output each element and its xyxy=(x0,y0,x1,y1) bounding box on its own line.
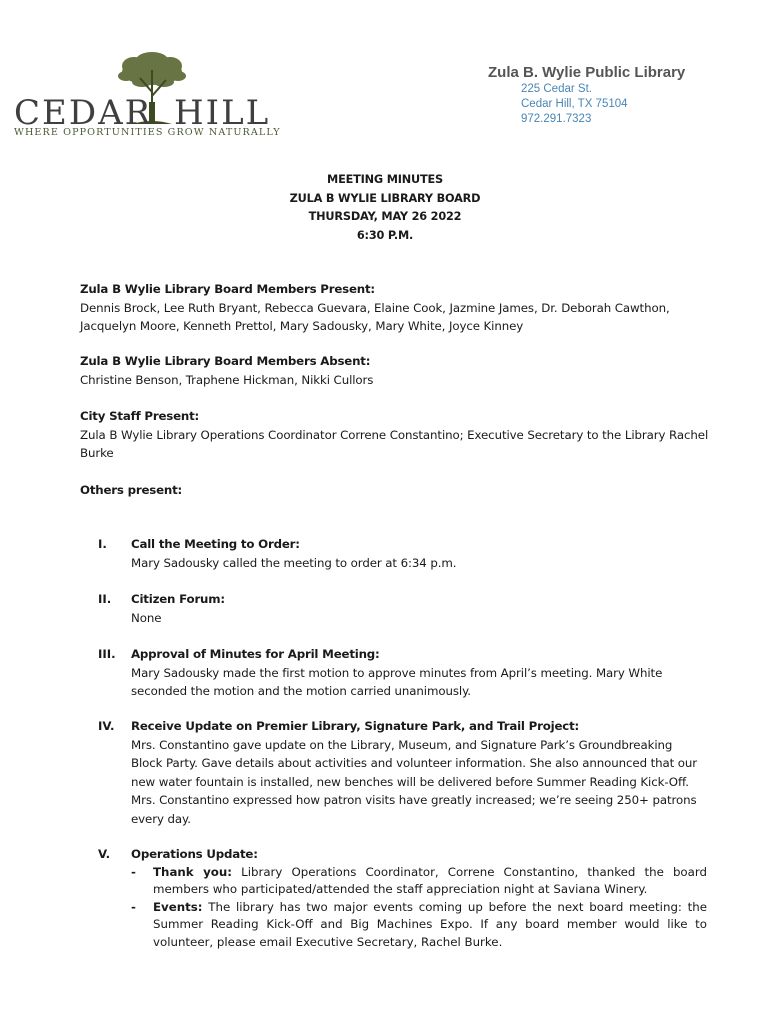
members-present-text: Dennis Brock, Lee Ruth Bryant, Rebecca Guevara, Elaine Cook, Jazmine James, Dr. Deborah Cawthon, Jacquelyn Moore, Kenneth Prettol, Mary Sadousky, Mary White, Joyce Kinney xyxy=(80,300,670,333)
logo-word-hill: HILL xyxy=(174,93,271,133)
agenda-item-number: II. xyxy=(98,592,112,606)
agenda-item-number: I. xyxy=(98,537,107,551)
members-absent-heading: Zula B Wylie Library Board Members Absent: xyxy=(80,354,371,368)
agenda-item-number: IV. xyxy=(98,719,115,733)
agenda-item-heading: Receive Update on Premier Library, Signature Park, and Trail Project: xyxy=(131,719,580,733)
agenda-item-number: V. xyxy=(98,847,111,861)
document-title xyxy=(0,171,770,245)
bullet-dash: - xyxy=(131,864,136,879)
agenda-item-heading: Citizen Forum: xyxy=(131,592,225,606)
agenda-item-text: Mrs. Constantino gave update on the Library, Museum, and Signature Park’s Groundbreaking Block Party. Gave details about activities and volunteer information. She also announced that our new water fountain is installed, new benches will be delivered before Summer Reading Kick-Off. Mrs. Constantino expressed how patron visits have greatly increased; we’re seeing 250+ patrons every day. xyxy=(131,737,698,826)
library-address: 225 Cedar St. xyxy=(521,83,592,95)
others-present-heading: Others present: xyxy=(80,483,183,497)
agenda-item-heading: Call the Meeting to Order: xyxy=(131,537,300,551)
staff-present-text: Zula B Wylie Library Operations Coordinator Correne Constantino; Executive Secretary to the Library Rachel Burke xyxy=(80,427,709,460)
logo-word-cedar: CEDAR xyxy=(14,93,153,133)
agenda-item-text: Mary Sadousky called the meeting to order at 6:34 p.m. xyxy=(131,555,457,570)
agenda-item-heading: Operations Update: xyxy=(131,847,258,861)
logo-tagline: WHERE OPPORTUNITIES GROW NATURALLY xyxy=(14,127,281,138)
cedar-hill-logo xyxy=(12,52,281,142)
bullet-text: The library has two major events coming up before the next board meeting: the Summer Reading Kick-Off and Big Machines Expo. If any board member would like to volunteer, please email Executive Secretary, Rachel Burke. xyxy=(153,899,707,949)
title-line-4: 6:30 P.M. xyxy=(356,228,414,242)
list-item xyxy=(131,899,707,952)
title-line-2: ZULA B WYLIE LIBRARY BOARD xyxy=(289,191,481,205)
members-present-heading: Zula B Wylie Library Board Members Present: xyxy=(80,282,375,296)
library-name: Zula B. Wylie Public Library xyxy=(488,64,686,81)
members-present-section xyxy=(80,280,710,336)
bullet-label: Thank you: xyxy=(153,864,233,879)
agenda-item-text: Mary Sadousky made the first motion to approve minutes from April’s meeting. Mary White seconded the motion and the motion carried unanimously. xyxy=(131,665,663,698)
agenda-item-number: III. xyxy=(98,647,116,661)
bullet-dash: - xyxy=(131,899,136,914)
staff-present-section xyxy=(80,407,710,463)
agenda-item-heading: Approval of Minutes for April Meeting: xyxy=(131,647,380,661)
bullet-text: Library Operations Coordinator, Correne Constantino, thanked the board members who participated/attended the staff appreciation night at Saviana Winery. xyxy=(153,864,708,896)
agenda-item-text: None xyxy=(131,610,162,625)
others-present-section xyxy=(80,481,710,500)
library-phone: 972.291.7323 xyxy=(521,113,592,125)
bullet-label: Events: xyxy=(153,899,203,914)
library-city: Cedar Hill, TX 75104 xyxy=(521,98,628,110)
members-absent-section xyxy=(80,352,710,389)
title-line-1: MEETING MINUTES xyxy=(327,173,443,186)
list-item xyxy=(131,864,707,899)
staff-present-heading: City Staff Present: xyxy=(80,409,200,423)
title-line-3: THURSDAY, MAY 26 2022 xyxy=(308,210,462,223)
members-absent-text: Christine Benson, Traphene Hickman, Nikki Cullors xyxy=(80,372,374,387)
